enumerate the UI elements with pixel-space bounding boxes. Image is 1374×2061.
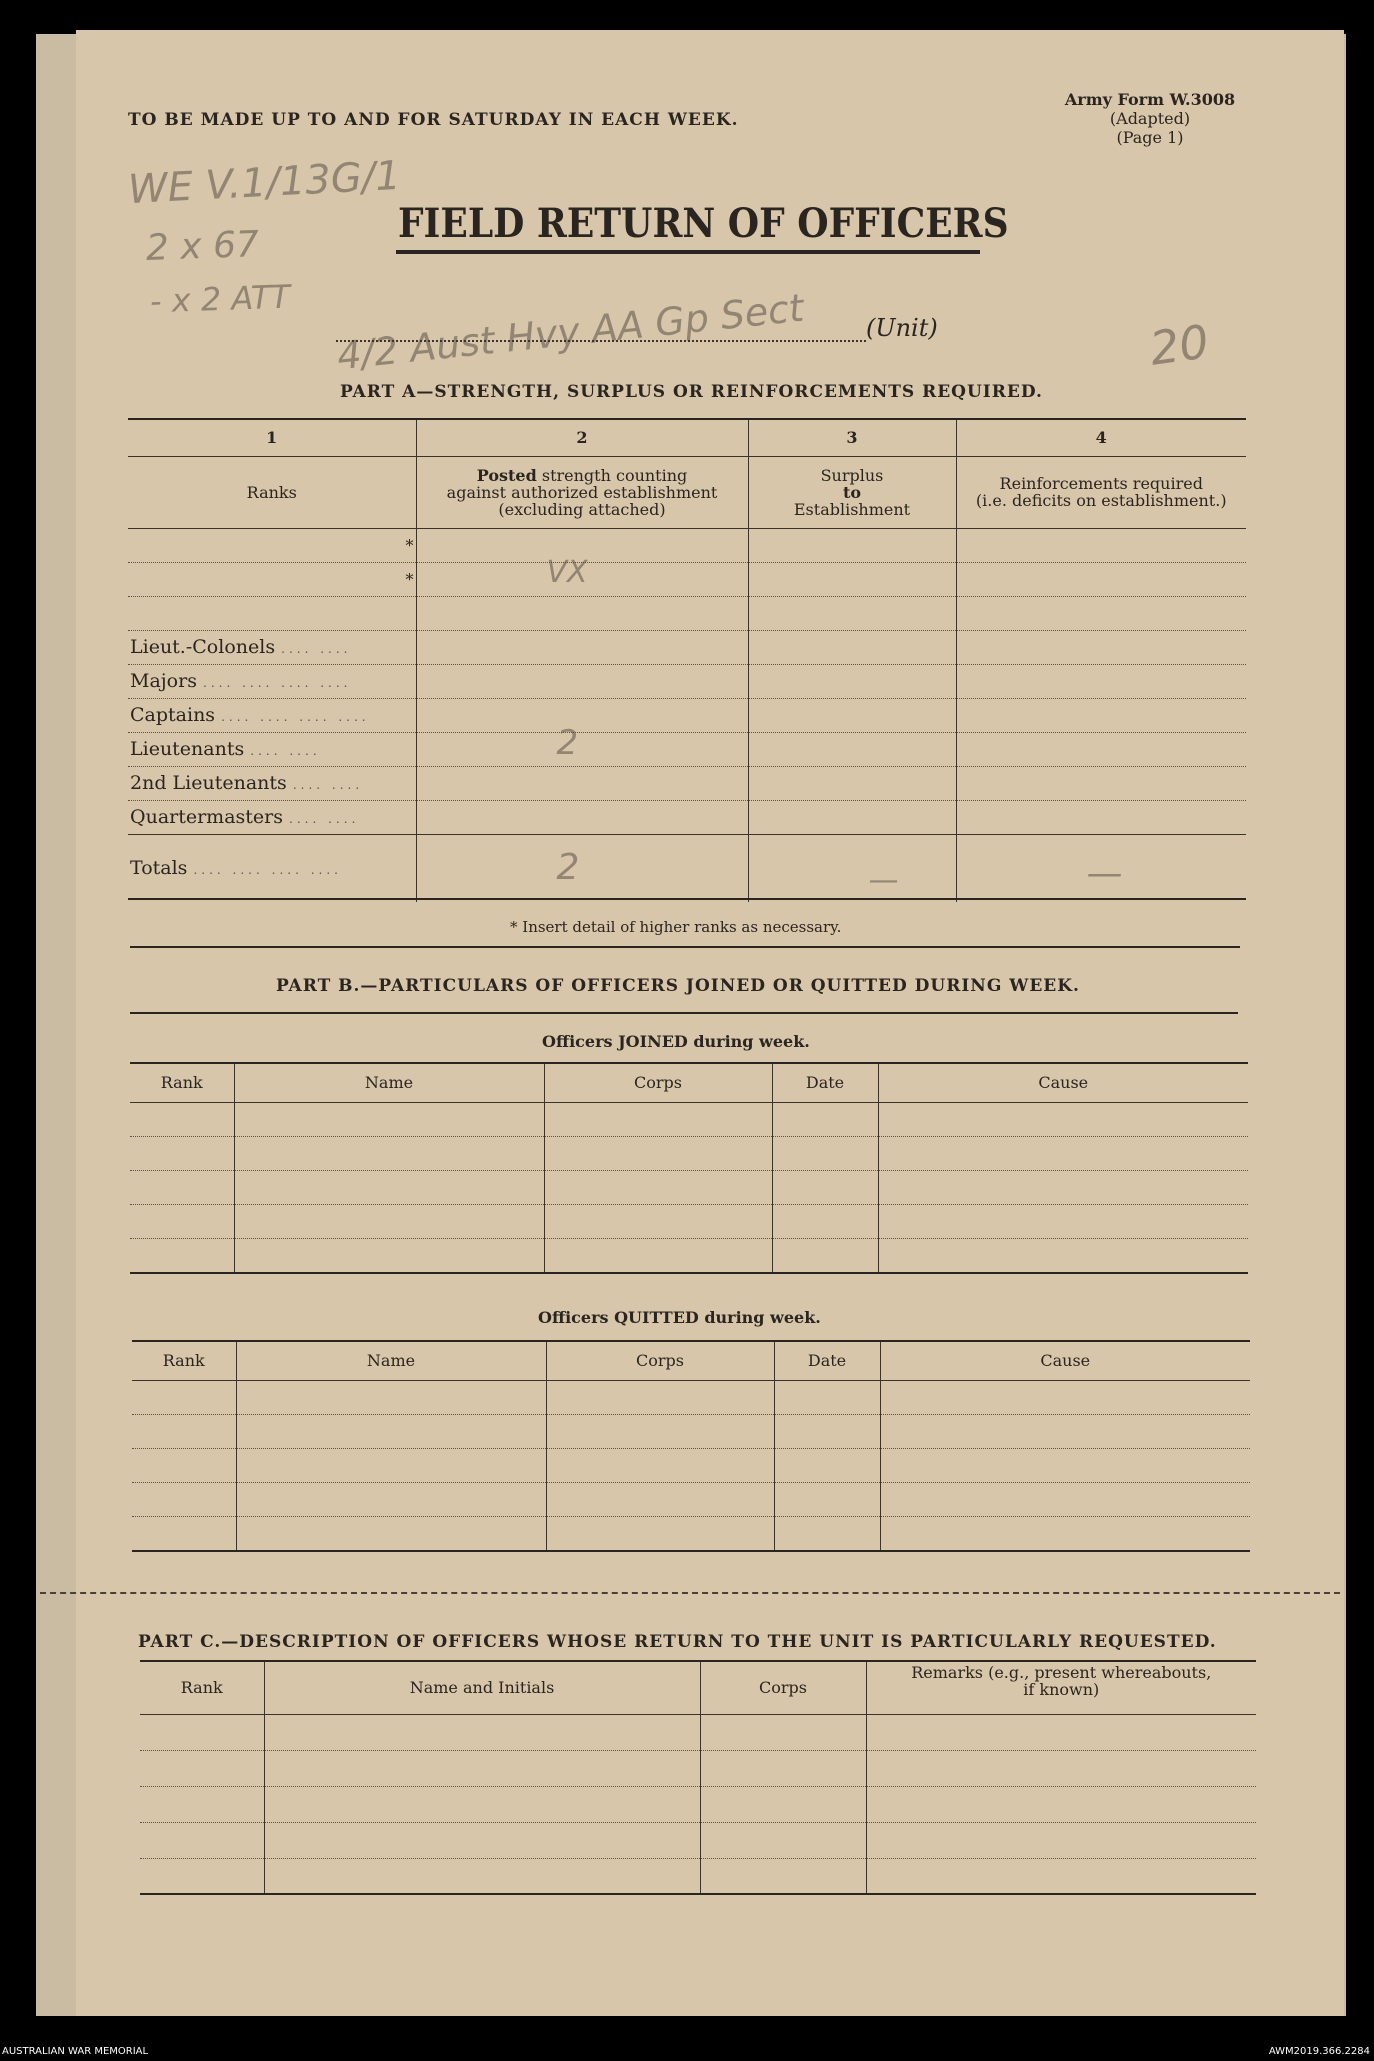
- table-row: [132, 1448, 1250, 1482]
- posted-bold: Posted: [476, 465, 537, 485]
- rank-row: [128, 698, 1246, 732]
- form-adapted: (Adapted): [1109, 109, 1191, 128]
- unit-label: (Unit): [866, 314, 938, 342]
- posted-header: [416, 456, 748, 528]
- table-row: [130, 1136, 1248, 1170]
- handwritten-page-number: 20: [1146, 314, 1213, 376]
- rank-majors: Majors: [130, 670, 197, 692]
- reinforcements-line-1: Reinforcements required: [999, 474, 1203, 493]
- rank-row: [128, 664, 1246, 698]
- remarks-line-1: Remarks (e.g., present whereabouts,: [911, 1663, 1212, 1682]
- leader-dots: .... .... .... ....: [193, 863, 342, 878]
- rank-row: [128, 732, 1246, 766]
- rank-lieutenants: Lieutenants: [130, 738, 245, 760]
- surplus-line-3: Establishment: [793, 499, 911, 519]
- reinforcements-header: [956, 456, 1246, 528]
- part-a-bottom-rule: [128, 898, 1246, 900]
- rank-2nd-lieutenants: 2nd Lieutenants: [130, 772, 287, 794]
- surplus-header: [748, 456, 956, 528]
- page-title: FIELD RETURN OF OFFICERS: [398, 200, 1009, 247]
- part-c-title: PART C.—DESCRIPTION OF OFFICERS WHOSE RETURN TO THE UNIT IS PARTICULARLY REQUESTED.: [138, 1632, 1217, 1652]
- instruction-text: TO BE MADE UP TO AND FOR SATURDAY IN EACH WEEK.: [128, 110, 739, 130]
- footer-left: AUSTRALIAN WAR MEMORIAL: [2, 2046, 149, 2057]
- totals-row: [128, 834, 1246, 902]
- totals-label: Totals: [130, 857, 188, 880]
- quitted-col-corps: Corps: [546, 1342, 774, 1380]
- handwritten-we-ref: WE V.1/13G/1: [126, 152, 402, 214]
- leader-dots: .... ....: [250, 744, 321, 758]
- joined-title: Officers JOINED during week.: [542, 1032, 810, 1051]
- handwritten-dash: —: [1086, 852, 1123, 894]
- table-row: [140, 1858, 1256, 1894]
- unit-entry-line: [336, 340, 866, 342]
- quitted-col-rank: Rank: [162, 1351, 205, 1371]
- leader-dots: .... .... .... ....: [203, 676, 352, 690]
- handwritten-totals-count: 2: [556, 846, 580, 888]
- col-number-3: 3: [748, 420, 956, 456]
- reinforcements-line-2: (i.e. deficits on establishment.): [975, 491, 1227, 510]
- handwritten-dash: —: [868, 862, 899, 898]
- part-a-table: [128, 420, 1246, 902]
- section-divider: [130, 946, 1240, 948]
- part-a-title: PART A—STRENGTH, SURPLUS OR REINFORCEMENTS REQUIRED.: [340, 382, 1043, 402]
- col-number-4: 4: [956, 420, 1246, 456]
- table-row: [130, 1102, 1248, 1136]
- form-number: Army Form W.3008: [1064, 90, 1236, 109]
- asterisk-mark: *: [128, 562, 416, 596]
- leader-dots: .... .... .... ....: [221, 710, 370, 724]
- fold-line: [40, 1592, 1340, 1594]
- rank-row: [128, 800, 1246, 834]
- rank-row: [128, 766, 1246, 800]
- table-row: [130, 1238, 1248, 1273]
- joined-col-name: Name: [234, 1064, 544, 1102]
- form-identifier: [1040, 90, 1260, 147]
- higher-rank-row: [128, 528, 1246, 562]
- table-row: [140, 1750, 1256, 1786]
- handwritten-vx: VX: [546, 554, 588, 590]
- quitted-title: Officers QUITTED during week.: [538, 1308, 821, 1327]
- title-underline: [396, 250, 980, 254]
- leader-dots: .... ....: [292, 778, 364, 792]
- posted-line-3: (excluding attached): [498, 499, 666, 519]
- form-page: (Page 1): [1116, 128, 1184, 147]
- table-row: [130, 1170, 1248, 1204]
- posted-rest: strength counting: [536, 465, 688, 485]
- leader-dots: .... ....: [289, 812, 360, 826]
- joined-col-date: Date: [772, 1064, 878, 1102]
- handwritten-count-1: 2 x 67: [145, 224, 260, 269]
- joined-col-rank: Rank: [160, 1073, 203, 1093]
- joined-col-cause: Cause: [878, 1064, 1248, 1102]
- part-c-col-remarks: [866, 1662, 1256, 1714]
- handwritten-lieutenants-count: 2: [556, 722, 579, 763]
- handwritten-unit: 4/2 Aust Hvy AA Gp Sect: [334, 285, 806, 379]
- rank-lieut-colonels: Lieut.-Colonels: [130, 636, 276, 658]
- col-number-1: 1: [266, 428, 278, 448]
- asterisk-mark: *: [128, 528, 416, 562]
- part-b-title: PART B.—PARTICULARS OF OFFICERS JOINED OR QUITTED DURING WEEK.: [276, 976, 1080, 996]
- part-c-col-rank: Rank: [180, 1678, 223, 1698]
- table-row: [140, 1822, 1256, 1858]
- part-c-col-name: Name and Initials: [264, 1662, 700, 1714]
- table-row: [132, 1516, 1250, 1551]
- rank-quartermasters: Quartermasters: [130, 806, 283, 828]
- table-row: [132, 1482, 1250, 1516]
- surplus-line-2: to: [842, 482, 862, 502]
- leader-dots: .... ....: [281, 642, 352, 656]
- rank-captains: Captains: [130, 704, 216, 726]
- part-c-col-corps: Corps: [700, 1662, 866, 1714]
- table-row: [140, 1714, 1256, 1750]
- joined-table: [130, 1064, 1248, 1274]
- part-c-table: [140, 1662, 1256, 1895]
- table-row: [130, 1204, 1248, 1238]
- quitted-col-name: Name: [236, 1342, 546, 1380]
- footnote: * Insert detail of higher ranks as necessary.: [510, 918, 842, 936]
- rank-row: [128, 630, 1246, 664]
- ranks-header: Ranks: [246, 482, 297, 502]
- footer-right: AWM2019.366.2284: [1268, 2046, 1370, 2057]
- posted-line-2: against authorized establishment: [446, 482, 718, 502]
- handwritten-count-2: - x 2 ATT: [149, 277, 291, 321]
- part-b-rule: [130, 1012, 1238, 1014]
- quitted-col-cause: Cause: [880, 1342, 1250, 1380]
- higher-rank-row: [128, 562, 1246, 596]
- quitted-col-date: Date: [774, 1342, 880, 1380]
- table-row: [132, 1414, 1250, 1448]
- remarks-line-2: if known): [1023, 1680, 1100, 1699]
- table-row: [140, 1786, 1256, 1822]
- quitted-table: [132, 1342, 1250, 1552]
- joined-col-corps: Corps: [544, 1064, 772, 1102]
- table-row: [132, 1380, 1250, 1414]
- col-number-2: 2: [416, 420, 748, 456]
- surplus-line-1: Surplus: [820, 465, 884, 485]
